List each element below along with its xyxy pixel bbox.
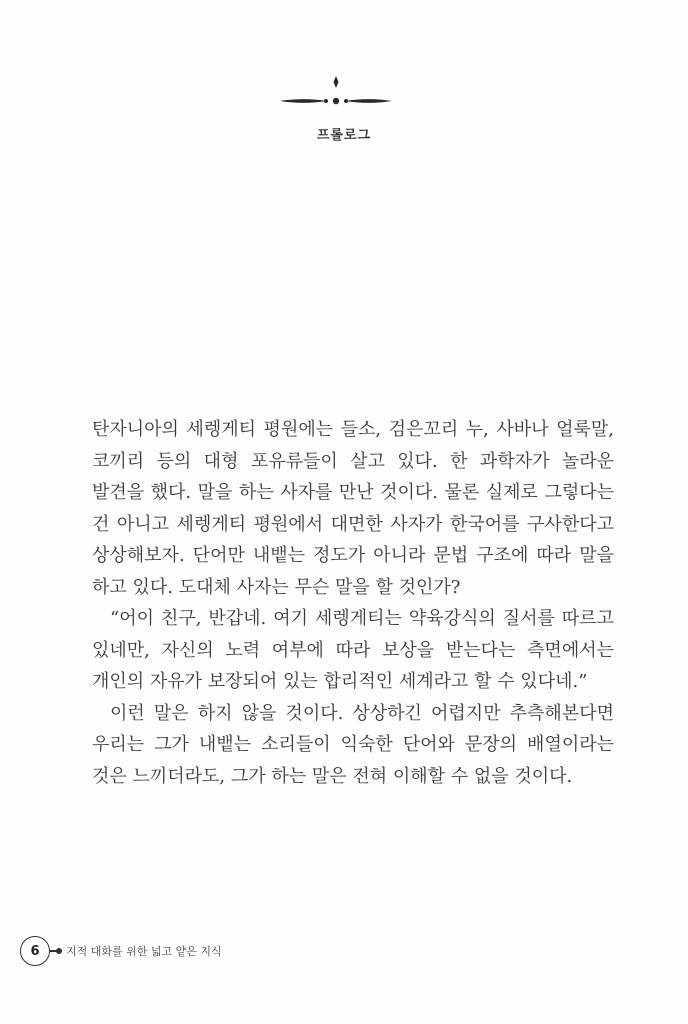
chapter-title: 프롤로그 — [316, 128, 372, 143]
ornament-divider-icon — [278, 76, 394, 112]
page-footer — [20, 934, 222, 968]
paragraph: “어이 친구, 반갑네. 여기 세렝게티는 약육강식의 질서를 따르고 있네만, 자신의 노력 여부에 따라 보상을 받는다는 측면에서는 개인의 자유가 보장되어 있는 합리적인 세계라고 할 수 있다네.” — [92, 608, 614, 692]
page-number: 6 — [20, 936, 50, 966]
running-book-title: 지적 대화를 위한 넓고 얕은 지식 — [66, 945, 222, 958]
paragraph: 탄자니아의 세렝게티 평원에는 들소, 검은꼬리 누, 사바나 얼룩말, 코끼리 등의 대형 포유류들이 살고 있다. 한 과학자가 놀라운 발견을 했다. 말을 하는 사자를 만난 것이다. 물론 실제로 그렇다는 건 아니고 세렝게티 평원에서 대면한 사자가 한국어를 구사한다고 상상해보자. 단어만 내뱉는 정도가 아니라 문법 구조에 따라 말을 하고 있다. 도대체 사자는 무슨 말을 할 것인가? — [92, 419, 614, 598]
bullet-connector-icon — [50, 946, 62, 956]
body-text — [92, 414, 614, 792]
paragraph: 이런 말은 하지 않을 것이다. 상상하긴 어렵지만 추측해본다면 우리는 그가 내뱉는 소리들이 익숙한 단어와 문장의 배열이라는 것은 느끼더라도, 그가 하는 말은 전혀 이해할 수 없을 것이다. — [92, 702, 614, 787]
